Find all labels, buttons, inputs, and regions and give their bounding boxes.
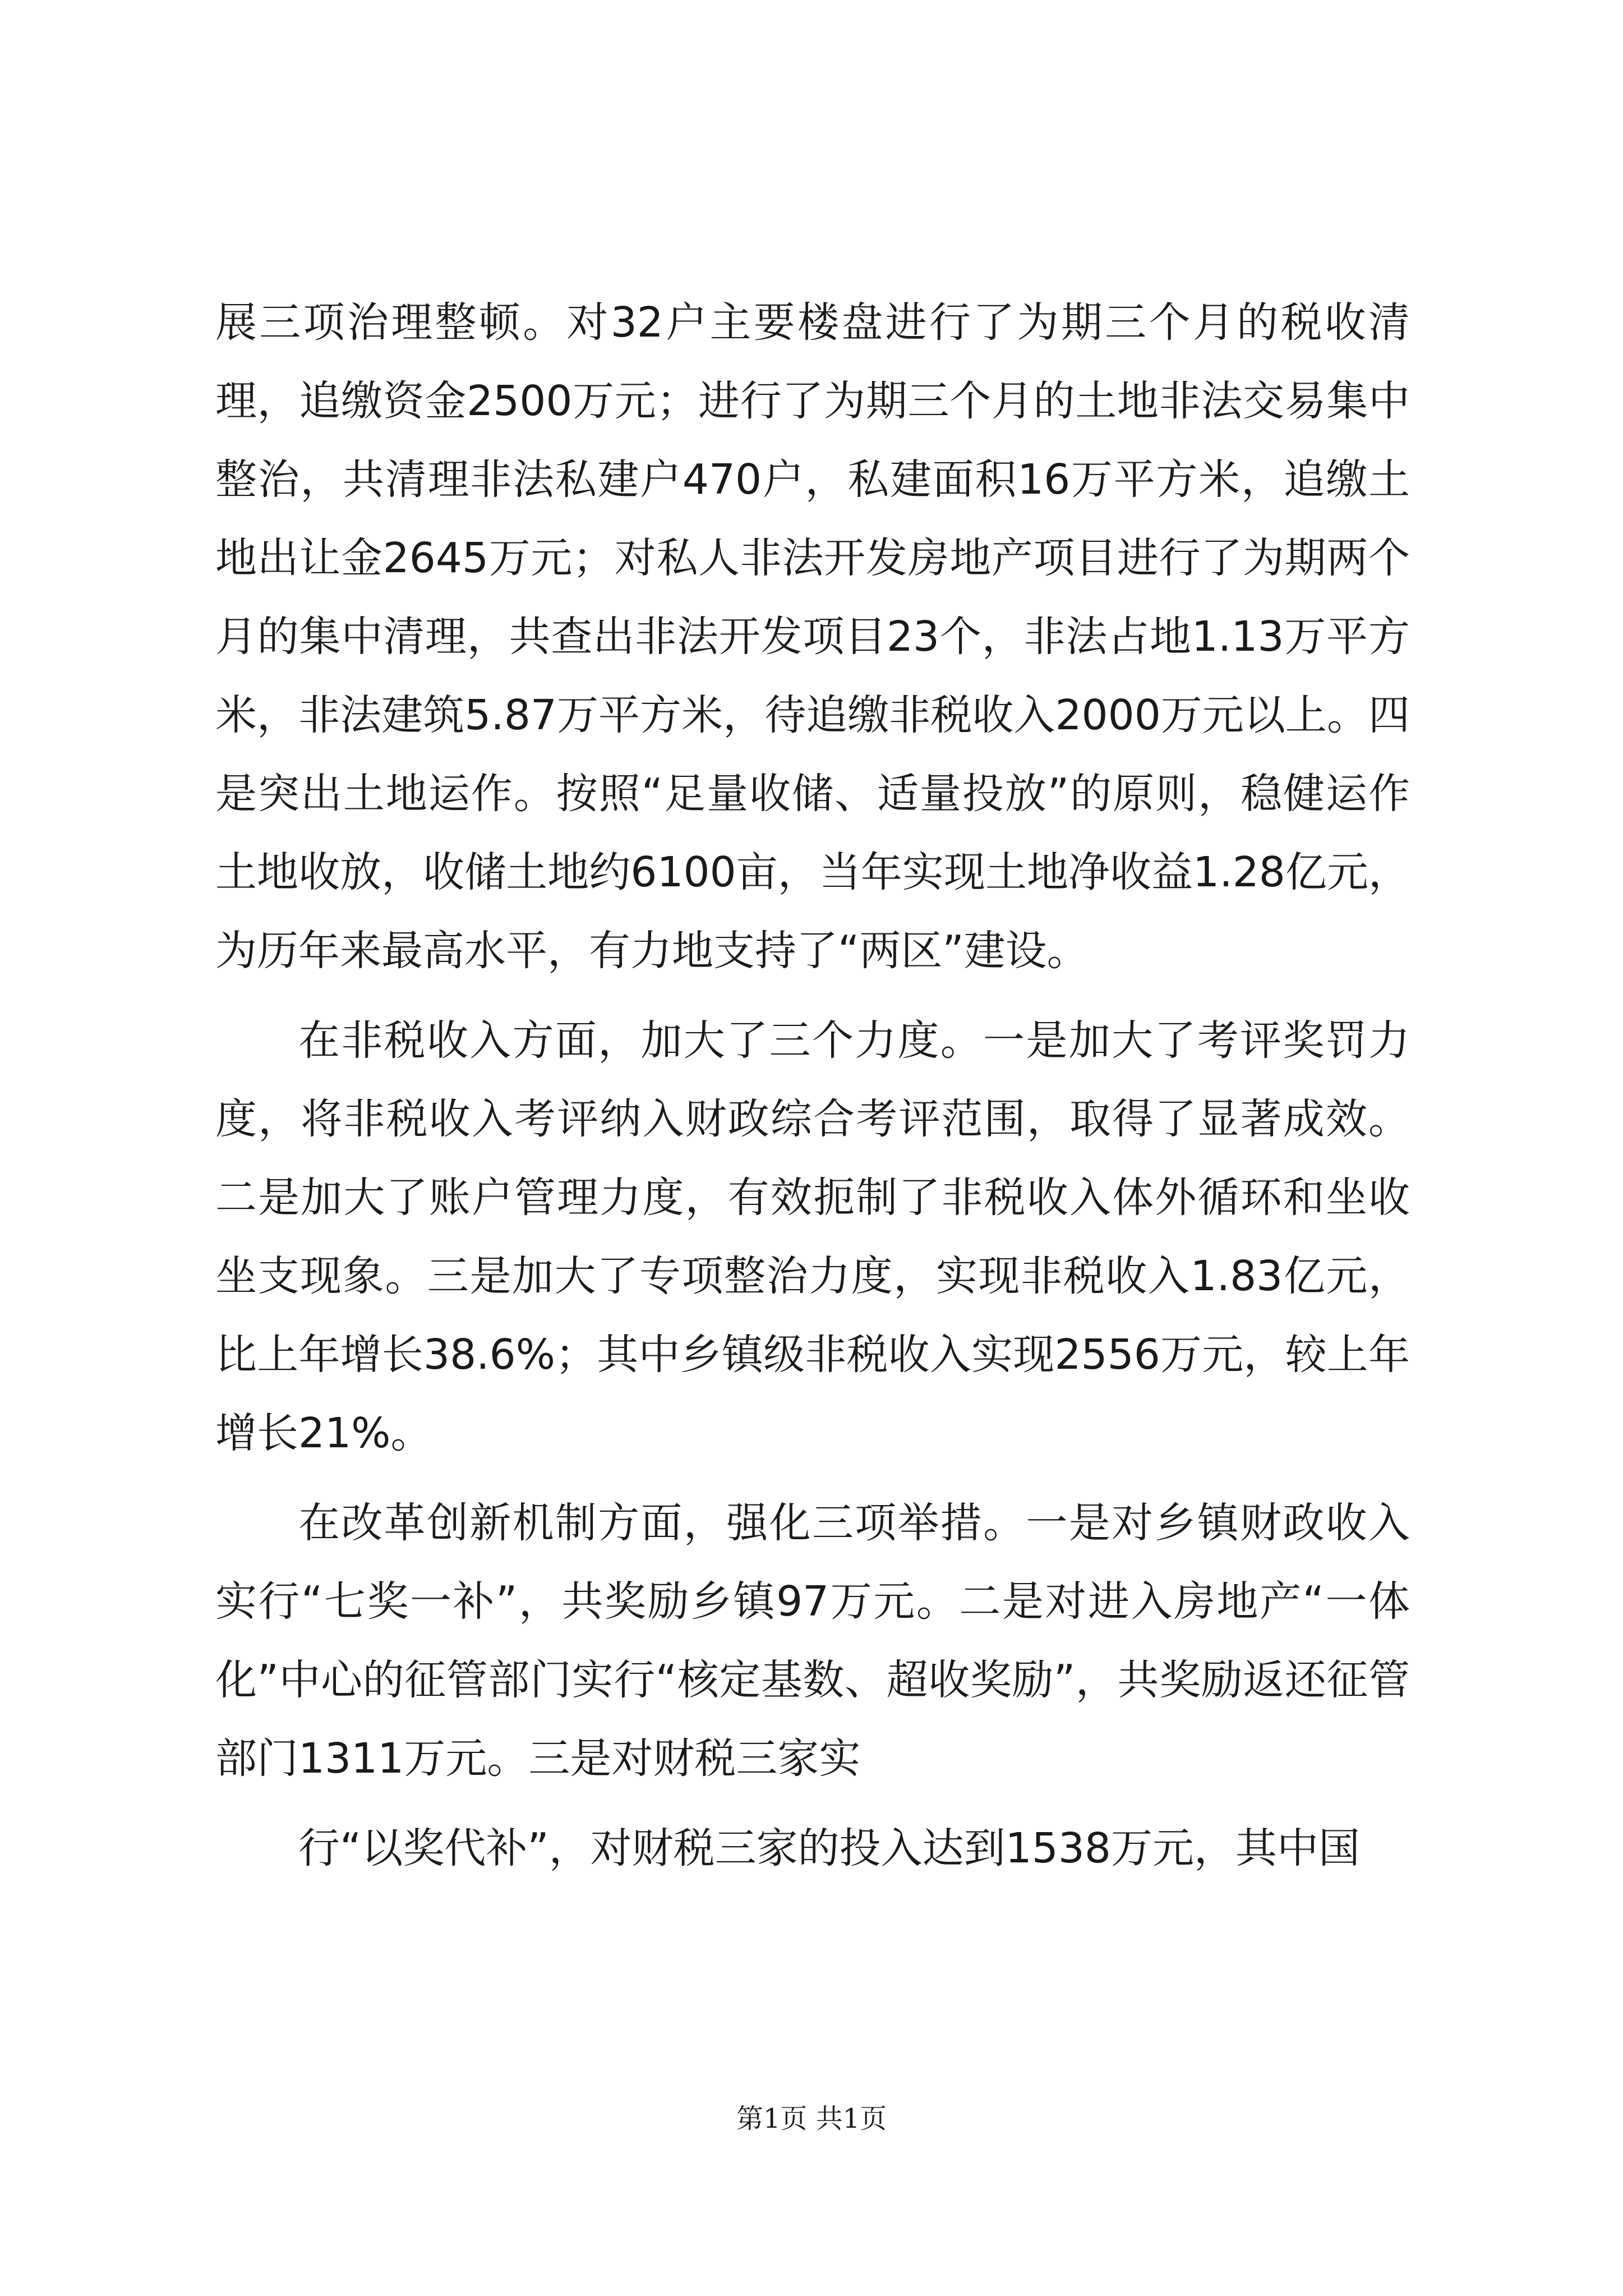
paragraph-2: 在非税收入方面，加大了三个力度。一是加大了考评奖罚力度，将非税收入考评纳入财政综合考评范围，取得了显著成效。二是加大了账户管理力度，有效扼制了非税收入体外循环和坐收坐支现象。三是加大了专项整治力度，实现非税收入1.83亿元，比上年增长38.6%；其中乡镇级非税收入实现2556万元，较上年增长21%。 <box>215 1016 1410 1457</box>
page-footer: 第1页 共1页 <box>736 2103 887 2134</box>
paragraph-4: 行“以奖代补”，对财税三家的投入达到1538万元，其中国 <box>298 1824 1360 1872</box>
paragraph-3: 在改革创新机制方面，强化三项举措。一是对乡镇财政收入实行“七奖一补”，共奖励乡镇97万元。二是对进入房地产“一体化”中心的征管部门实行“核定基数、超收奖励”，共奖励返还征管部门1311万元。三是对财税三家实 <box>215 1499 1410 1783</box>
paragraph-1: 展三项治理整顿。对32户主要楼盘进行了为期三个月的税收清理，追缴资金2500万元；进行了为期三个月的土地非法交易集中整治，共清理非法私建户470户，私建面积16万平方米，追缴土地出让金2645万元；对私人非法开发房地产项目进行了为期两个月的集中清理，共查出非法开发项目23个，非法占地1.13万平方米，非法建筑5.87万平方米，待追缴非税收入2000万元以上。四是突出土地运作。按照“足量收储、适量投放”的原则，稳健运作土地收放，收储土地约6100亩，当年实现土地净收益1.28亿元，为历年来最高水平，有力地支持了“两区”建设。 <box>215 298 1410 975</box>
document-body <box>215 283 1410 1888</box>
